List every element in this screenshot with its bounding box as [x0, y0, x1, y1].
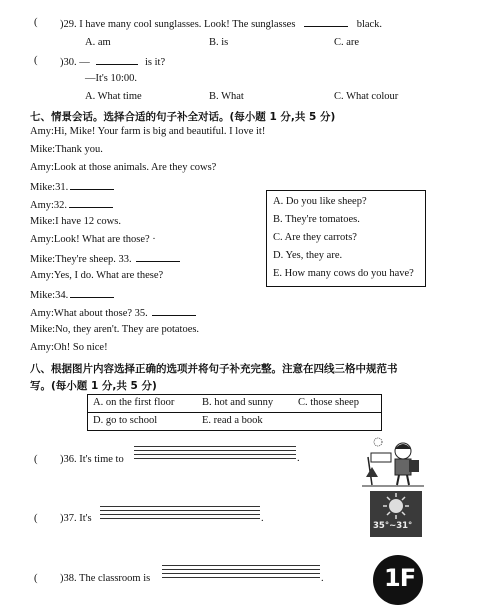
s8-option-d: D. go to school	[93, 415, 158, 426]
dialog-line-10: Mike:34.	[30, 288, 114, 301]
dialog-line-3: Amy:Look at those animals. Are they cows?	[30, 162, 217, 173]
q29-option-b: B. is	[209, 37, 229, 48]
floor-label: 1F	[384, 564, 416, 592]
blank-34[interactable]	[70, 288, 114, 298]
dialog-line-6: Mike:I have 12 cows.	[30, 216, 121, 227]
s7-option-c: C. Are they carrots?	[273, 232, 357, 243]
dialog-line-2: Mike:Thank you.	[30, 144, 103, 155]
section-8-options-box	[87, 394, 382, 431]
q38-period: .	[321, 573, 324, 584]
dialog-line-8: Mike:They're sheep. 33.	[30, 252, 180, 265]
dialog-line-9: Amy:Yes, I do. What are these?	[30, 270, 164, 281]
q37-four-lines[interactable]	[100, 506, 260, 522]
q29-text	[60, 17, 382, 30]
dialog-line-4: Mike:31.	[30, 180, 114, 193]
s8-option-b: B. hot and sunny	[202, 397, 274, 408]
q30-stem: )30. —	[60, 57, 90, 68]
q37-paren: (	[34, 513, 38, 524]
q30-option-a: A. What time	[85, 91, 142, 102]
q30-blank[interactable]	[96, 55, 138, 65]
q30-option-c: C. What colour	[334, 91, 399, 102]
dialog-line-13: Amy:Oh! So nice!	[30, 342, 108, 353]
q36-period: .	[297, 453, 300, 464]
section-8-title-line-1: 八、根据图片内容选择正确的选项并将句子补充完整。注意在四线三格中规范书	[30, 363, 398, 375]
s8-option-a: A. on the first floor	[93, 397, 175, 408]
q29-paren: (	[34, 17, 38, 28]
dialog-line-7: Amy:Look! What are those? ·	[30, 234, 156, 245]
q36-paren: (	[34, 454, 38, 465]
child-going-to-school-picture	[362, 433, 424, 487]
q29-blank[interactable]	[304, 17, 348, 27]
blank-35[interactable]	[152, 306, 196, 316]
section-7-options-box	[266, 190, 426, 287]
q30-option-b: B. What	[209, 91, 244, 102]
s8-option-e: E. read a book	[202, 415, 263, 426]
blank-32[interactable]	[69, 198, 113, 208]
s7-option-a: A. Do you like sheep?	[273, 196, 367, 207]
q37-text: )37. It's	[60, 513, 92, 524]
q30-text	[60, 55, 165, 68]
q36-four-lines[interactable]	[134, 446, 296, 462]
q30-answer: —It's 10:00.	[85, 73, 138, 84]
sun-icon	[370, 491, 422, 521]
dialog-line-12: Mike:No, they aren't. They are potatoes.	[30, 324, 200, 335]
q38-paren: (	[34, 573, 38, 584]
q37-period: .	[261, 513, 264, 524]
blank-31[interactable]	[70, 180, 114, 190]
options-box-divider	[88, 412, 381, 413]
blank-33[interactable]	[136, 252, 180, 262]
sunny-weather-picture	[370, 491, 422, 537]
q29-option-c: C. are	[334, 37, 360, 48]
dialog-line-1: Amy:Hi, Mike! Your farm is big and beautiful. I love it!	[30, 126, 266, 137]
dialog-line-5: Amy:32.	[30, 198, 113, 211]
s7-option-e: E. How many cows do you have?	[273, 268, 414, 279]
q30-tail: is it?	[145, 57, 166, 68]
dialog-line-11: Amy:What about those? 35.	[30, 306, 196, 319]
q29-end: black.	[356, 19, 383, 30]
q38-text: )38. The classroom is	[60, 573, 151, 584]
s7-option-d: D. Yes, they are.	[273, 250, 343, 261]
temperature-label: 35°~31°	[373, 521, 413, 531]
section-7-title: 七、情景会话。选择合适的句子补全对话。(每小题 1 分,共 5 分)	[30, 111, 336, 123]
q36-text: )36. It's time to	[60, 454, 124, 465]
s8-option-c: C. those sheep	[298, 397, 359, 408]
q29-option-a: A. am	[85, 37, 111, 48]
q29-stem: )29. I have many cool sunglasses. Look! The sunglasses	[60, 19, 296, 30]
s7-option-b: B. They're tomatoes.	[273, 214, 360, 225]
section-8-title-line-2: 写。(每小题 1 分,共 5 分)	[30, 380, 157, 392]
q38-four-lines[interactable]	[162, 565, 320, 581]
first-floor-badge-icon	[373, 555, 423, 605]
q30-paren: (	[34, 55, 38, 66]
